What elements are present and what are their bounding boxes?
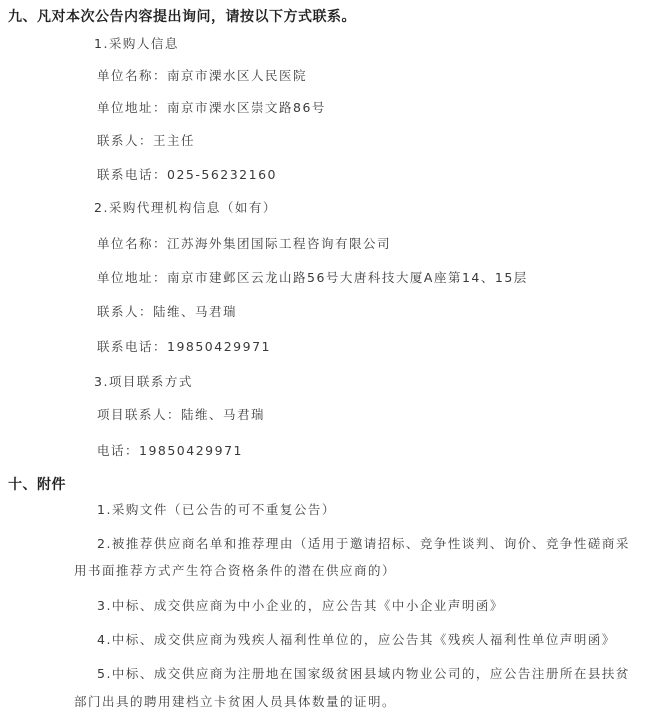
purchaser-contact: 联系人：王主任 xyxy=(97,133,196,148)
project-contact-heading: 3.项目联系方式 xyxy=(94,374,193,389)
attachment-item-3: 3.中标、成交供应商为中小企业的，应公告其《中小企业声明函》 xyxy=(97,598,504,613)
purchaser-name: 单位名称：南京市溧水区人民医院 xyxy=(97,68,308,83)
section-9-title: 九、凡对本次公告内容提出询问，请按以下方式联系。 xyxy=(8,9,356,25)
attachment-item-2: 2.被推荐供应商名单和推荐理由（适用于邀请招标、竞争性谈判、询价、竞争性磋商采 xyxy=(97,536,630,551)
attachment-item-4: 4.中标、成交供应商为残疾人福利性单位的，应公告其《残疾人福利性单位声明函》 xyxy=(97,632,616,647)
project-phone: 电话：19850429971 xyxy=(97,443,243,458)
agency-address: 单位地址：南京市建邺区云龙山路56号大唐科技大厦A座第14、15层 xyxy=(97,270,528,285)
purchaser-address: 单位地址：南京市溧水区崇文路86号 xyxy=(97,100,326,115)
purchaser-phone: 联系电话：025-56232160 xyxy=(97,167,277,182)
project-contact: 项目联系人：陆维、马君瑞 xyxy=(97,407,266,422)
attachment-item-5: 5.中标、成交供应商为注册地在国家级贫困县域内物业公司的，应公告注册所在县扶贫 xyxy=(97,666,630,681)
agency-phone: 联系电话：19850429971 xyxy=(97,339,271,354)
section-10-title: 十、附件 xyxy=(8,477,66,493)
attachment-item-1: 1.采购文件（已公告的可不重复公告） xyxy=(97,502,336,517)
attachment-item-5-continued: 部门出具的聘用建档立卡贫困人员具体数量的证明。 xyxy=(74,694,397,709)
agency-name: 单位名称：江苏海外集团国际工程咨询有限公司 xyxy=(97,236,392,251)
attachment-item-2-continued: 用书面推荐方式产生符合资格条件的潜在供应商的） xyxy=(74,563,397,578)
agency-info-heading: 2.采购代理机构信息（如有） xyxy=(94,200,277,215)
agency-contact: 联系人：陆维、马君瑞 xyxy=(97,304,238,319)
purchaser-info-heading: 1.采购人信息 xyxy=(94,36,179,51)
